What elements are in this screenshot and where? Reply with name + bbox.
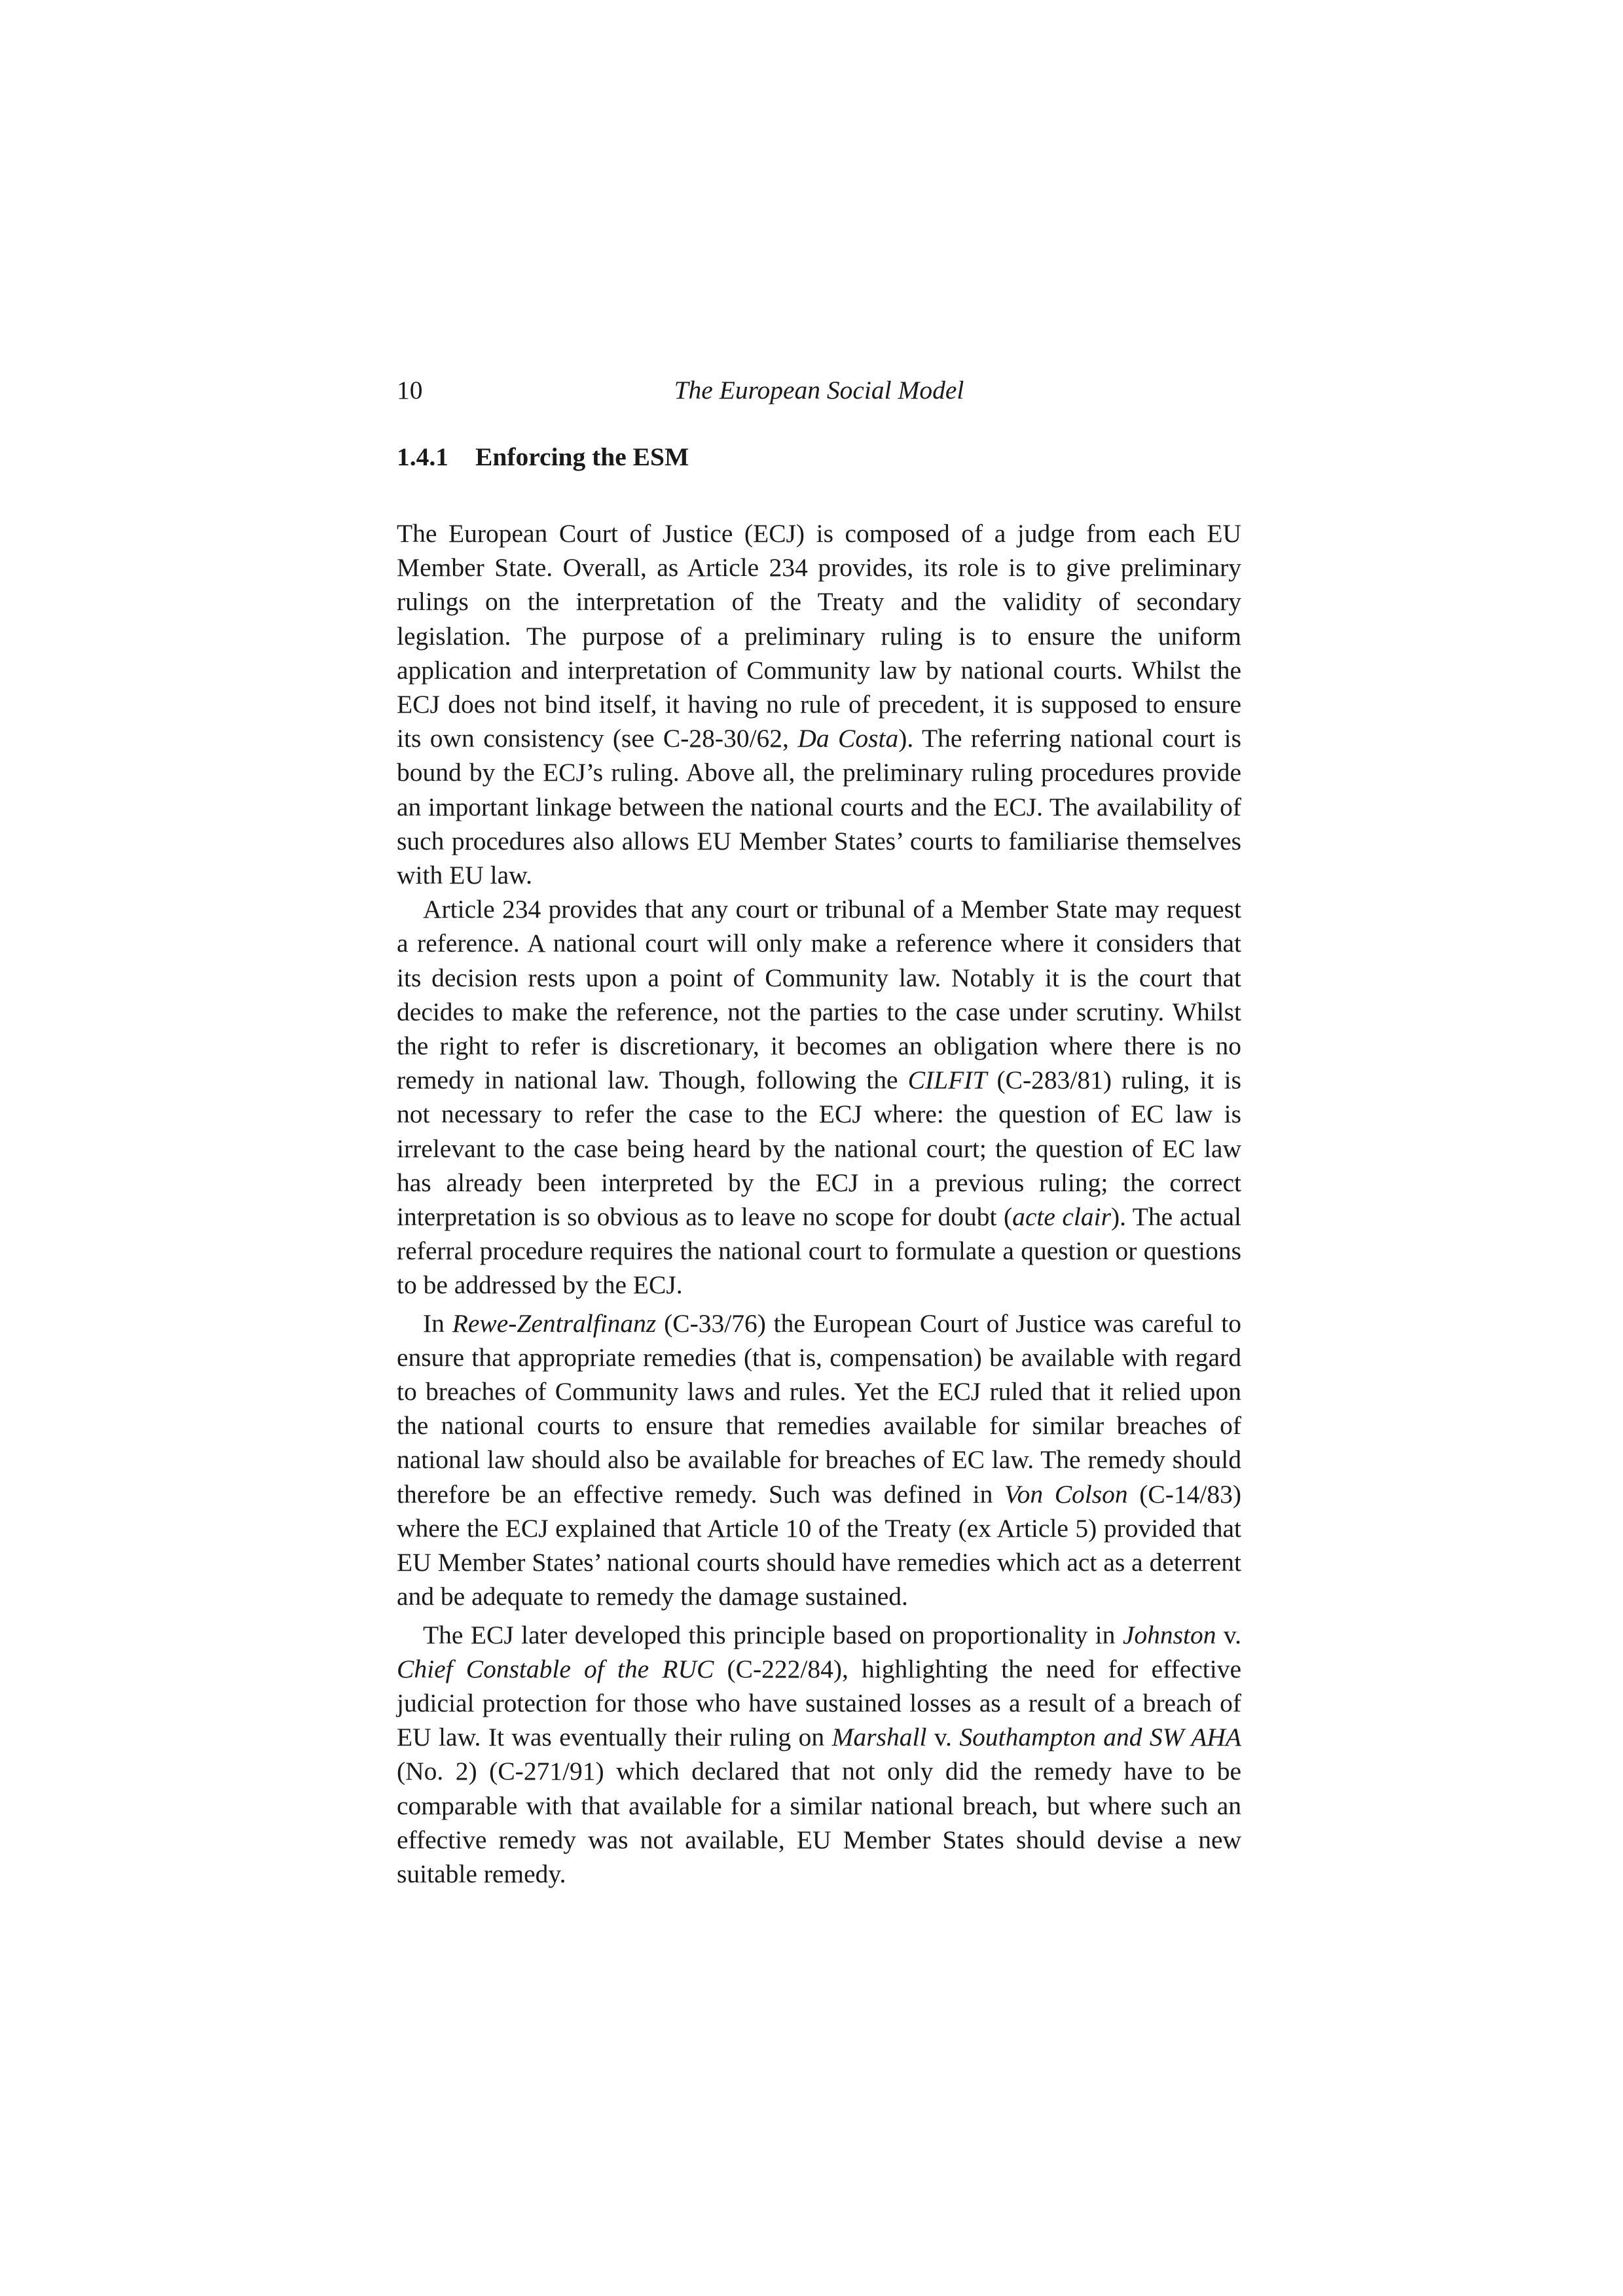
text-run: (C-14/83) where the ECJ explained that Article 10 of the Treaty (ex Article 5) provided that EU Member States’ national courts should have remedies which act as a deterrent and be adequate to remedy the damage sustained. bbox=[397, 1479, 1241, 1611]
text-run: The ECJ later developed this principle based on proportionality in bbox=[423, 1620, 1123, 1649]
section-heading bbox=[397, 440, 1241, 474]
text-run: (C-283/81) ruling, it is not necessary to refer the case to the ECJ where: the question of EC law is irrelevant to the case being heard by the national court; the question of EC law has already been interpreted by the ECJ in a previous ruling; the correct interpretation is so obvious as to leave no scope for doubt ( bbox=[397, 1066, 1241, 1232]
italic-citation: Rewe-Zentralfinanz bbox=[452, 1308, 657, 1338]
text-run: v. bbox=[926, 1723, 960, 1752]
italic-citation: Da Costa bbox=[797, 724, 899, 753]
italic-citation: Southampton and SW AHA bbox=[959, 1723, 1242, 1752]
paragraph bbox=[397, 1306, 1241, 1614]
paragraph bbox=[397, 1618, 1241, 1892]
text-block bbox=[397, 373, 1241, 1891]
text-run: (C-222/84), highlighting the need for effective judicial protection for those who have sustained losses as a result of a breach of EU law. It was eventually their ruling on bbox=[397, 1654, 1241, 1752]
text-run: Article 234 provides that any court or tribunal of a Member State may request a reference. A national court will only make a reference where it considers that its decision rests upon a point of Community law. Notably it is the court that decides to make the reference, not the parties to the case under scrutiny. Whilst the right to refer is discretionary, it becomes an obligation where there is no remedy in national law. Though, following the bbox=[397, 895, 1241, 1095]
text-run: The European Court of Justice (ECJ) is composed of a judge from each EU Member State. Overall, as Article 234 provides, its role is to give preliminary rulings on the interpretation of the Treaty and the validity of secondary legislation. The purpose of a preliminary ruling is to ensure the uniform application and interpretation of Community law by national courts. Whilst the ECJ does not bind itself, it having no rule of precedent, it is supposed to ensure its own consistency (see C-28-30/62, bbox=[397, 519, 1241, 753]
text-run: ). The actual referral procedure requires the national court to formulate a question or questions to be addressed by the ECJ. bbox=[397, 1202, 1241, 1300]
paragraph bbox=[397, 892, 1241, 1302]
italic-citation: Marshall bbox=[831, 1723, 927, 1752]
section-title: Enforcing the ESM bbox=[475, 442, 689, 471]
text-run: ). The referring national court is bound by the ECJ’s ruling. Above all, the preliminary ruling procedures provide an important linkage between the national courts and the ECJ. The availability of such procedures also allows EU Member States’ courts to familiarise themselves with EU law. bbox=[397, 724, 1242, 890]
running-head bbox=[397, 373, 1241, 407]
italic-citation: Chief Constable of the RUC bbox=[397, 1654, 714, 1683]
text-run: v. bbox=[1216, 1620, 1241, 1649]
paragraph bbox=[397, 516, 1241, 892]
italic-citation: Johnston bbox=[1122, 1620, 1216, 1649]
italic-citation: CILFIT bbox=[907, 1066, 987, 1095]
page-number: 10 bbox=[397, 376, 423, 404]
text-run: (No. 2) (C-271/91) which declared that not only did the remedy have to be comparable with that available for a similar national breach, but where such an effective remedy was not available, EU Member States should devise a new suitable remedy. bbox=[397, 1757, 1241, 1888]
text-run: In bbox=[423, 1308, 452, 1338]
section-number: 1.4.1 bbox=[397, 442, 448, 471]
body-text bbox=[397, 516, 1241, 1891]
text-run: (C-33/76) the European Court of Justice was careful to ensure that appropriate remedies (that is, compensation) be available with regard to breaches of Community laws and rules. Yet the ECJ ruled that it relied upon the national courts to ensure that remedies available for similar breaches of national law should also be available for breaches of EC law. The remedy should therefore be an effective remedy. Such was defined in bbox=[397, 1308, 1241, 1509]
italic-citation: acte clair bbox=[1012, 1202, 1112, 1232]
running-head-title: The European Social Model bbox=[674, 376, 964, 404]
italic-citation: Von Colson bbox=[1004, 1479, 1128, 1509]
